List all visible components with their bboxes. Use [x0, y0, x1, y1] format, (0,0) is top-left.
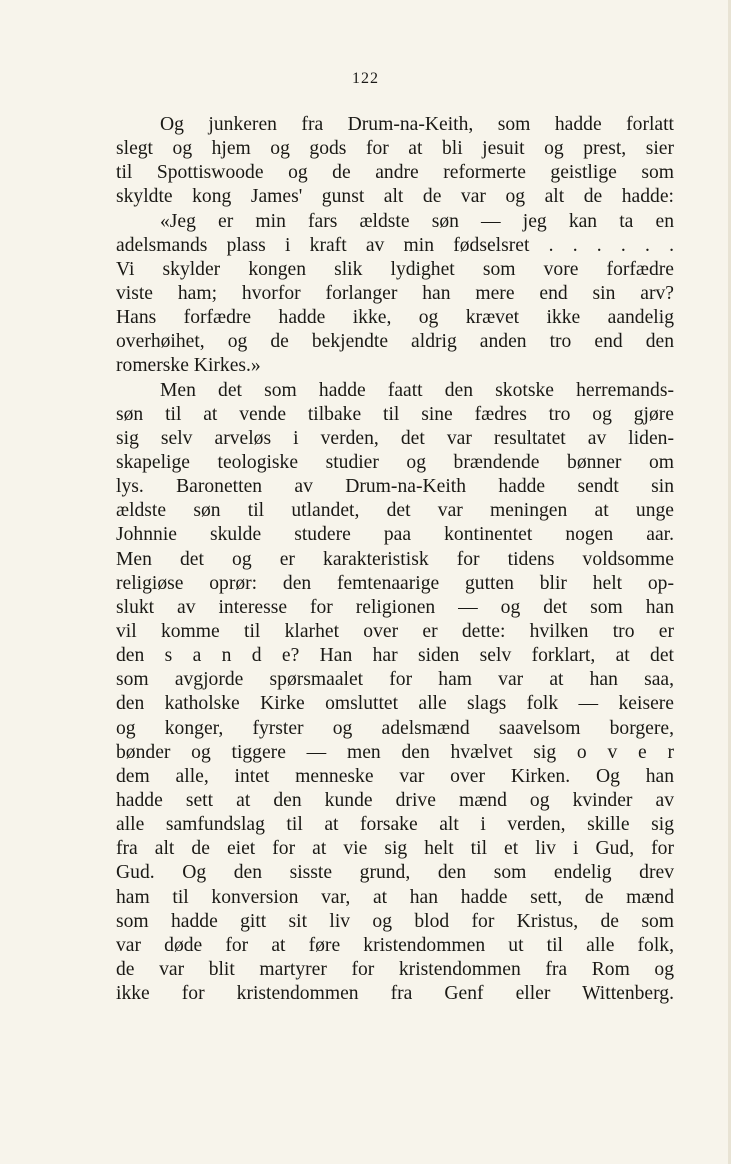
body-text [116, 113, 674, 1006]
text-line: var døde for at føre kristendommen ut til alle folk, [116, 934, 674, 956]
text-line: Men det og er karakteristisk for tidens voldsomme [116, 548, 674, 570]
text-line: dem alle, intet menneske var over Kirken. Og han [116, 765, 674, 787]
text-line: som hadde gitt sit liv og blod for Kristus, de som [116, 910, 674, 932]
text-line: sig selv arveløs i verden, det var resultatet av liden- [116, 427, 674, 449]
text-line: de var blit martyrer for kristendommen fra Rom og [116, 958, 674, 980]
text-line: den katholske Kirke omsluttet alle slags folk — keisere [116, 693, 674, 715]
text-line: Johnnie skulde studere paa kontinentet nogen aar. [116, 524, 674, 546]
text-line: ham til konversion var, at han hadde sett, de mænd [116, 886, 674, 908]
text-line: Gud. Og den sisste grund, den som endelig drev [116, 862, 674, 884]
text-line: fra alt de eiet for at vie sig helt til et liv i Gud, for [116, 838, 674, 860]
text-line: skapelige teologiske studier og brændende bønner om [116, 451, 674, 473]
text-line: lys. Baronetten av Drum-na-Keith hadde sendt sin [116, 476, 674, 498]
text-line: til Spottiswoode og de andre reformerte geistlige som [116, 162, 674, 184]
text-line: adelsmands plass i kraft av min fødselsret . . . . . . [116, 234, 674, 256]
text-line: den s a n d e? Han har siden selv forklart, at det [116, 645, 674, 667]
text-line: skyldte kong James' gunst alt de var og alt de hadde: [116, 186, 674, 208]
text-line: Hans forfædre hadde ikke, og krævet ikke aandelig [116, 307, 674, 329]
text-line: Vi skylder kongen slik lydighet som vore forfædre [116, 258, 674, 280]
text-line: overhøihet, og de bekjendte aldrig anden tro end den [116, 331, 674, 353]
text-line: søn til at vende tilbake til sine fædres tro og gjøre [116, 403, 674, 425]
text-line: ældste søn til utlandet, det var meningen at unge [116, 500, 674, 522]
text-line: bønder og tiggere — men den hvælvet sig o v e r [116, 741, 674, 763]
text-line: «Jeg er min fars ældste søn — jeg kan ta en [160, 210, 674, 232]
page-number: 122 [352, 70, 379, 87]
text-line: Og junkeren fra Drum-na-Keith, som hadde forlatt [160, 114, 674, 135]
text-line: slegt og hjem og gods for at bli jesuit og prest, sier [116, 138, 674, 160]
text-line: alle samfundslag til at forsake alt i verden, skille sig [116, 814, 674, 836]
text-line: ikke for kristendommen fra Genf eller Wittenberg. [116, 983, 674, 1005]
text-line: romerske Kirkes.» [116, 355, 261, 377]
text-line: hadde sett at den kunde drive mænd og kvinder av [116, 789, 674, 811]
text-line: Men det som hadde faatt den skotske herremands- [160, 379, 674, 401]
text-line: og konger, fyrster og adelsmænd saavelsom borgere, [116, 717, 674, 739]
text-line: som avgjorde spørsmaalet for ham var at han saa, [116, 669, 674, 691]
text-line: slukt av interesse for religionen — og det som han [116, 596, 674, 618]
text-line: viste ham; hvorfor forlanger han mere end sin arv? [116, 282, 674, 304]
text-line: religiøse oprør: den femtenaarige gutten blir helt op- [116, 572, 674, 594]
text-line: vil komme til klarhet over er dette: hvilken tro er [116, 620, 674, 642]
